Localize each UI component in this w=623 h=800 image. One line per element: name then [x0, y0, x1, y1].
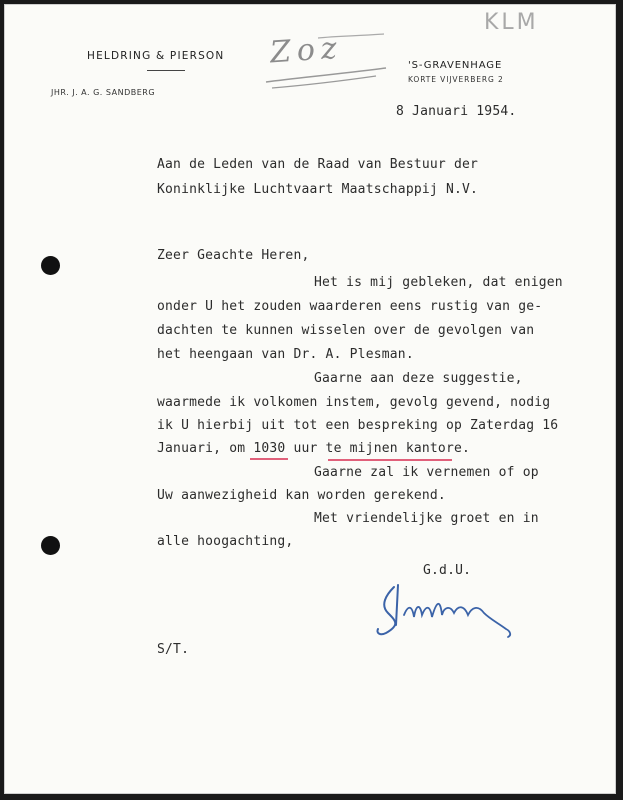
body-line: Het is mij gebleken, dat enigen	[314, 275, 563, 290]
body-line: alle hoogachting,	[157, 534, 294, 549]
street-address: KORTE VIJVERBERG 2	[408, 75, 504, 84]
punch-hole-bottom	[41, 536, 60, 555]
body-line: Januari, om 1030 uur te mijnen kantore.	[157, 441, 471, 456]
addressee-line: Aan de Leden van de Raad van Bestuur der	[157, 157, 479, 172]
body-line: Uw aanwezigheid kan worden gerekend.	[157, 488, 446, 503]
body-line: dachten te kunnen wisselen over de gevolgen van	[157, 323, 535, 338]
partner-name: JHR. J. A. G. SANDBERG	[51, 88, 156, 97]
closing: G.d.U.	[423, 563, 472, 578]
handwritten-signature	[374, 575, 524, 645]
body-line: Gaarne aan deze suggestie,	[314, 371, 523, 386]
letterhead-divider	[147, 70, 185, 71]
punch-hole-top	[41, 256, 60, 275]
archive-mark: KLM	[484, 10, 539, 35]
body-line: onder U het zouden waarderen eens rustig van ge-	[157, 299, 543, 314]
red-underline-time	[250, 458, 288, 460]
typist-initials: S/T.	[157, 642, 190, 657]
body-line: Met vriendelijke groet en in	[314, 511, 539, 526]
body-line: Gaarne zal ik vernemen of op	[314, 465, 539, 480]
firm-name: HELDRING & PIERSON	[87, 50, 225, 62]
pencil-scribble	[258, 30, 398, 100]
pencil-reference: Zoz	[268, 30, 344, 71]
salutation: Zeer Geachte Heren,	[157, 248, 310, 263]
body-line: ik U hierbij uit tot een bespreking op Zaterdag 16	[157, 418, 559, 433]
city: 'S-GRAVENHAGE	[408, 60, 503, 71]
body-line: het heengaan van Dr. A. Plesman.	[157, 347, 414, 362]
body-line: waarmede ik volkomen instem, gevolg gevend, nodig	[157, 395, 551, 410]
addressee-line: Koninklijke Luchtvaart Maatschappij N.V.	[157, 182, 479, 197]
letter-date: 8 Januari 1954.	[396, 104, 517, 119]
red-underline-office	[328, 459, 452, 461]
